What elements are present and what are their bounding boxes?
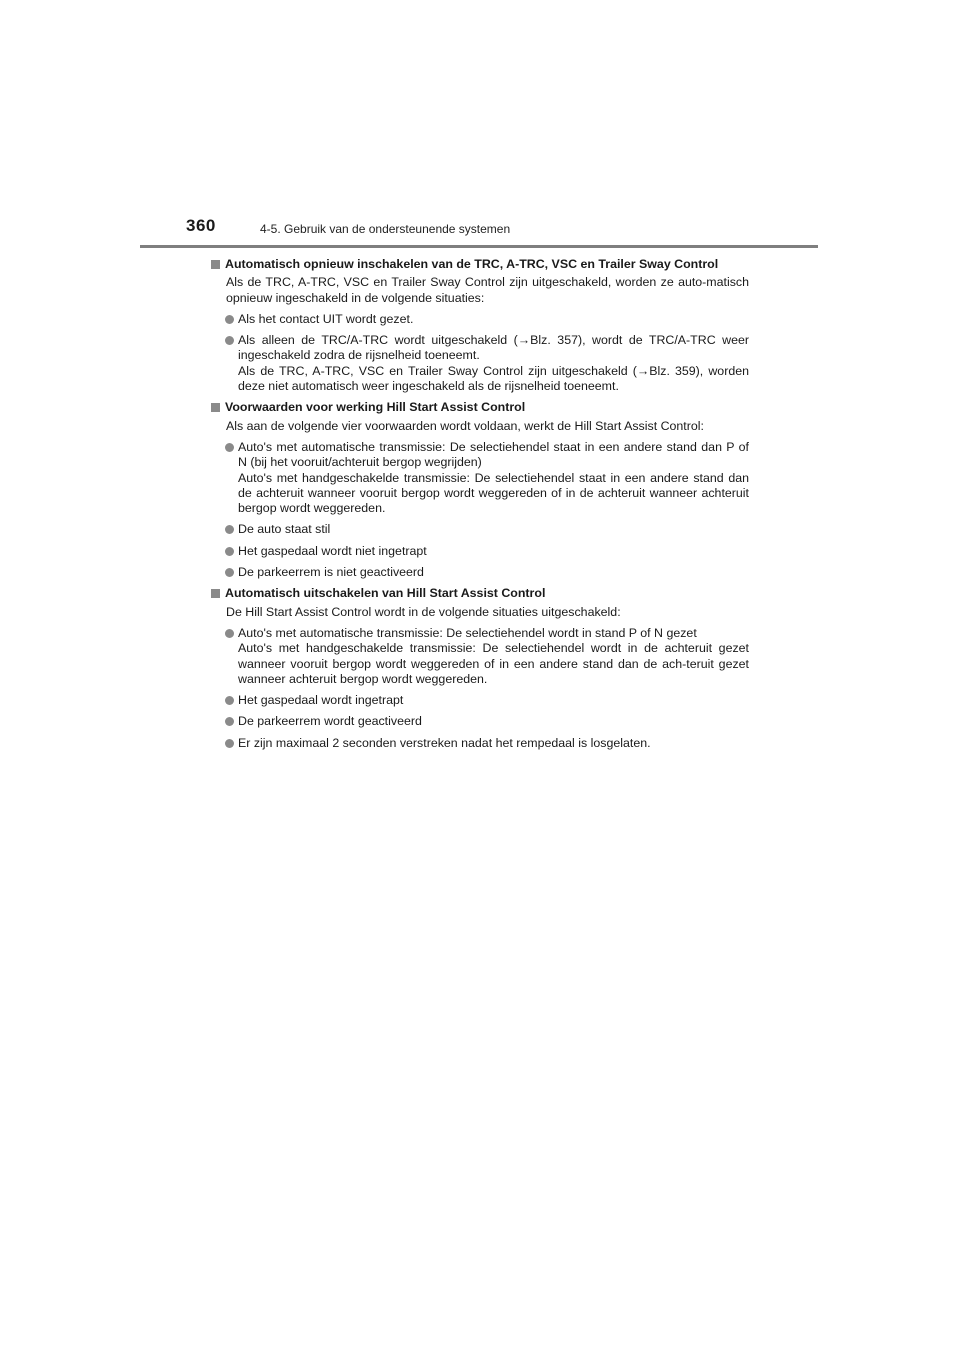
section-hill-start-conditions (211, 400, 749, 580)
square-bullet-icon (211, 403, 220, 412)
list-item (211, 312, 749, 327)
section-heading-text: Voorwaarden voor werking Hill Start Assist Control (225, 400, 526, 415)
list-item-text: Auto's met handgeschakelde transmissie: De selectiehendel staat in een andere stand dan de achteruit wanneer vooruit bergop wordt weggereden of in de achteruit wanneer achteruit bergop wordt weggereden. (238, 470, 749, 516)
circle-bullet-icon (225, 547, 234, 556)
section-heading-text: Automatisch uitschakelen van Hill Start Assist Control (225, 586, 546, 601)
list-item-text: De auto staat stil (238, 522, 331, 537)
circle-bullet-icon (225, 739, 234, 748)
circle-bullet-icon (225, 336, 234, 345)
circle-bullet-icon (225, 315, 234, 324)
header-divider (140, 245, 818, 248)
list-item (211, 736, 749, 751)
list-item-text: Het gaspedaal wordt niet ingetrapt (238, 543, 427, 558)
square-bullet-icon (211, 260, 220, 269)
section-intro: Als aan de volgende vier voorwaarden wordt voldaan, werkt de Hill Start Assist Control: (226, 418, 704, 433)
list-item-text: Als alleen de TRC/A-TRC wordt uitgeschakeld (→Blz. 357), wordt de TRC/A-TRC weer ingeschakeld zodra de rijsnelheid toeneemt. (238, 333, 749, 363)
list-item-text: Auto's met automatische transmissie: De selectiehendel wordt in stand P of N gezet (238, 625, 697, 640)
circle-bullet-icon (225, 696, 234, 705)
circle-bullet-icon (225, 568, 234, 577)
page-header (186, 216, 826, 246)
list-item-text: Auto's met handgeschakelde transmissie: De selectiehendel wordt in de achteruit gezet wanneer vooruit bergop wordt weggereden of in een andere stand dan de ach-teruit gezet wanneer achteruit bergop wordt weggereden. (238, 641, 749, 686)
section-heading (211, 400, 749, 415)
list-item (211, 565, 749, 580)
list-item-text: Als het contact UIT wordt gezet. (238, 311, 414, 326)
section-intro: De Hill Start Assist Control wordt in de volgende situaties uitgeschakeld: (226, 604, 621, 619)
circle-bullet-icon (225, 525, 234, 534)
circle-bullet-icon (225, 629, 234, 638)
circle-bullet-icon (225, 717, 234, 726)
list-item (211, 522, 749, 537)
list-item-text: Er zijn maximaal 2 seconden verstreken nadat het rempedaal is losgelaten. (238, 735, 651, 750)
section-heading (211, 586, 749, 601)
list-item (211, 693, 749, 708)
section-title: 4-5. Gebruik van de ondersteunende systemen (260, 222, 511, 236)
page-content (211, 257, 749, 757)
section-heading (211, 257, 749, 272)
page-number: 360 (186, 216, 216, 235)
section-hill-start-auto-off (211, 586, 749, 751)
list-item-text: Als de TRC, A-TRC, VSC en Trailer Sway Control zijn uitgeschakeld (→Blz. 359), worden deze niet automatisch weer ingeschakeld als de rijsnelheid toeneemt. (238, 363, 749, 394)
list-item (211, 714, 749, 729)
list-item-text: Het gaspedaal wordt ingetrapt (238, 693, 404, 708)
list-item-text: De parkeerrem is niet geactiveerd (238, 565, 424, 580)
section-auto-reenable (211, 257, 749, 394)
list-item (211, 333, 749, 394)
list-item (211, 544, 749, 559)
square-bullet-icon (211, 589, 220, 598)
list-item-text: Auto's met automatische transmissie: De selectiehendel staat in een andere stand dan P of N (bij het vooruit/achteruit bergop wegrijden) (238, 439, 749, 470)
list-item (211, 440, 749, 516)
list-item (211, 626, 749, 687)
circle-bullet-icon (225, 443, 234, 452)
section-heading-text: Automatisch opnieuw inschakelen van de TRC, A-TRC, VSC en Trailer Sway Control (225, 257, 719, 271)
section-intro: Als de TRC, A-TRC, VSC en Trailer Sway Control zijn uitgeschakeld, worden ze auto-matisch opnieuw ingeschakeld in de volgende situaties: (226, 275, 749, 305)
list-item-text: De parkeerrem wordt geactiveerd (238, 714, 422, 729)
